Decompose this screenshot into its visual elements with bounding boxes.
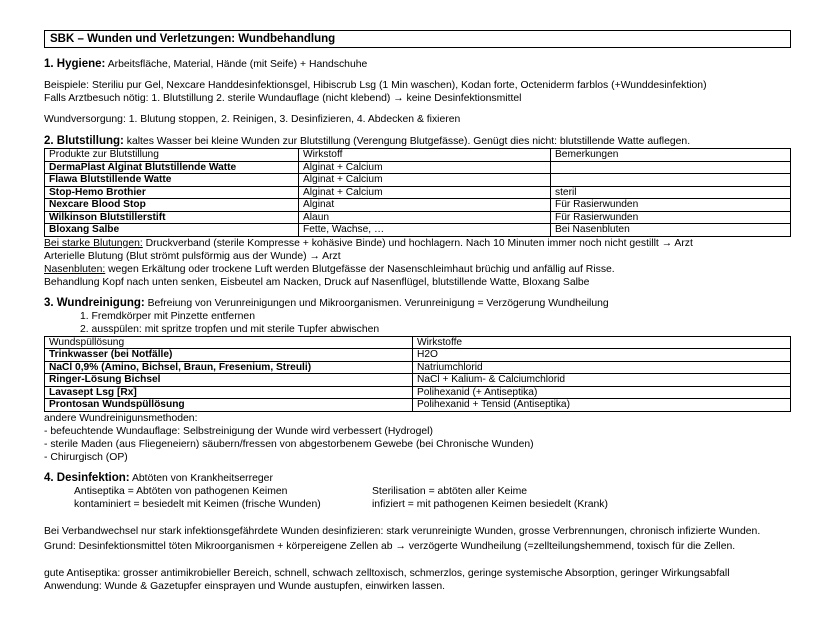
paragraph: Behandlung Kopf nach unten senken, Eisbeutel am Nacken, Druck auf Nasenflügel, blutstillende Watte, Bloxang Salbe [44, 276, 590, 288]
table-cell: steril [551, 186, 791, 199]
paragraph: Bei Verbandwechsel nur stark infektionsgefährdete Wunden desinfizieren: stark verunreinigte Wunden, grosse Verbrennungen, chronisch infizierte Wunden. [44, 525, 761, 537]
table-cell: Flawa Blutstillende Watte [45, 174, 299, 187]
definition: Antiseptika = Abtöten von pathogenen Keimen [74, 485, 288, 497]
list-item: 1. Fremdkörper mit Pinzette entfernen [80, 310, 255, 322]
table-row [45, 224, 791, 237]
table-cell [551, 161, 791, 174]
paragraph [44, 237, 791, 250]
paragraph: gute Antiseptika: grosser antimikrobieller Bereich, schnell, schwach zelltoxisch, schmerzlos, geringe systemische Absorption, geringer Wirkungsabfall [44, 567, 730, 579]
table-header-cell: Produkte zur Blutstillung [45, 149, 299, 162]
table-cell: Alginat + Calcium [299, 161, 551, 174]
heading-rest: Befreiung von Verunreinigungen und Mikroorganismen. Verunreinigung = Verzögerung Wundheilung [147, 297, 609, 309]
paragraph: Beispiele: Steriliu pur Gel, Nexcare Handdesinfektionsgel, Hibiscrub Lsg (1 Min waschen), Kodan forte, Octeniderm farblos (+Wunddesinfektion) [44, 80, 707, 91]
table-cell: NaCl 0,9% (Amino, Bichsel, Braun, Fresenium, Streuli) [45, 361, 413, 374]
heading-rest: Arbeitsfläche, Material, Hände (mit Seife) + Handschuhe [107, 59, 368, 70]
table-cell: Für Rasierwunden [551, 199, 791, 212]
heading-text: 3. Wundreinigung: [44, 296, 145, 309]
definition: Sterilisation = abtöten aller Keime [372, 485, 528, 497]
table-cell: Prontosan Wundspüllösung [45, 399, 413, 412]
table-row [45, 211, 791, 224]
document-page [44, 30, 791, 593]
definition-row [44, 498, 791, 511]
paragraph: andere Wundreinigunsmethoden: [44, 412, 198, 424]
table-cell: DermaPlast Alginat Blutstillende Watte [45, 161, 299, 174]
table-cell: Bei Nasenbluten [551, 224, 791, 237]
table-row [45, 386, 791, 399]
table-header-row [45, 149, 791, 162]
definition-row [44, 485, 791, 498]
table-cell [551, 174, 791, 187]
table-cell: Ringer-Lösung Bichsel [45, 374, 413, 387]
list-item: - Chirurgisch (OP) [44, 451, 128, 463]
blutstillung-table [44, 148, 791, 237]
paragraph: Wundversorgung: 1. Blutung stoppen, 2. Reinigen, 3. Desinfizieren, 4. Abdecken & fixieren [44, 114, 461, 125]
table-cell: Trinkwasser (bei Notfälle) [45, 349, 413, 362]
table-row [45, 374, 791, 387]
table-cell: Stop-Hemo Brothier [45, 186, 299, 199]
table-cell: Polihexanid + Tensid (Antiseptika) [413, 399, 791, 412]
paragraph: Falls Arztbesuch nötig: 1. Blutstillung 2. sterile Wundauflage (nicht klebend) → keine Desinfektionsmittel [44, 93, 522, 104]
table-cell: Polihexanid (+ Antiseptika) [413, 386, 791, 399]
heading-text: 1. Hygiene: [44, 58, 106, 70]
table-header-row [45, 336, 791, 349]
table-cell: Wilkinson Blutstillerstift [45, 211, 299, 224]
table-header-cell: Wirkstoff [299, 149, 551, 162]
underlined-label: Bei starke Blutungen: [44, 237, 143, 249]
table-row [45, 349, 791, 362]
paragraph-text: Druckverband (sterile Kompresse + kohäsive Binde) und hochlagern. Nach 10 Minuten immer noch nicht gestillt → Arzt [145, 237, 693, 249]
heading-rest: kaltes Wasser bei kleine Wunden zur Blutstillung (Verengung Blutgefässe). Genügt dies nicht: blutstillende Watte auflegen. [126, 136, 691, 147]
table-row [45, 361, 791, 374]
table-cell: Alginat + Calcium [299, 186, 551, 199]
table-cell: Alginat [299, 199, 551, 212]
paragraph: Anwendung: Wunde & Gazetupfer einsprayen und Wunde austupfen, einwirken lassen. [44, 580, 446, 592]
list-item: - befeuchtende Wundauflage: Selbstreinigung der Wunde wird verbessert (Hydrogel) [44, 425, 433, 437]
table-cell: Lavasept Lsg [Rx] [45, 386, 413, 399]
table-row [45, 174, 791, 187]
page-title: SBK – Wunden und Verletzungen: Wundbehandlung [44, 30, 791, 48]
section-desinfektion-heading [44, 472, 791, 485]
table-cell: H2O [413, 349, 791, 362]
definition: kontaminiert = besiedelt mit Keimen (frische Wunden) [74, 498, 321, 510]
table-cell: NaCl + Kalium- & Calciumchlorid [413, 374, 791, 387]
table-cell: Bloxang Salbe [45, 224, 299, 237]
table-header-cell: Wirkstoffe [413, 336, 791, 349]
heading-text: 4. Desinfektion: [44, 471, 130, 484]
underlined-label: Nasenbluten: [44, 263, 106, 275]
table-cell: Alginat + Calcium [299, 174, 551, 187]
table-cell: Für Rasierwunden [551, 211, 791, 224]
wundspuel-table [44, 336, 791, 412]
section-wundreinigung-heading [44, 297, 791, 310]
paragraph: Arterielle Blutung (Blut strömt pulsförmig aus der Wunde) → Arzt [44, 250, 341, 262]
section-hygiene-heading [44, 58, 791, 71]
paragraph [44, 263, 791, 276]
table-header-cell: Bemerkungen [551, 149, 791, 162]
table-cell: Natriumchlorid [413, 361, 791, 374]
paragraph-text: wegen Erkältung oder trockene Luft werden Blutgefässe der Nasenschleimhaut brüchig und anfällig auf Risse. [108, 263, 615, 275]
table-header-cell: Wundspüllösung [45, 336, 413, 349]
heading-text: 2. Blutstillung: [44, 135, 124, 147]
table-row [45, 186, 791, 199]
table-cell: Alaun [299, 211, 551, 224]
list-item: 2. ausspülen: mit spritze tropfen und mit sterile Tupfer abwischen [80, 323, 380, 335]
paragraph: Grund: Desinfektionsmittel töten Mikroorganismen + körpereigene Zellen ab → verzögerte Wundheilung (=zellteilungshemmend, toxisch für die Zellen. [44, 540, 736, 552]
section-blutstillung-heading [44, 135, 791, 148]
table-cell: Fette, Wachse, … [299, 224, 551, 237]
list-item: - sterile Maden (aus Fliegeneiern) säubern/fressen von abgestorbenem Gewebe (bei Chronische Wunden) [44, 438, 534, 450]
table-row [45, 399, 791, 412]
heading-rest: Abtöten von Krankheitserreger [131, 472, 273, 484]
table-cell: Nexcare Blood Stop [45, 199, 299, 212]
table-row [45, 161, 791, 174]
definition: infiziert = mit pathogenen Keimen besiedelt (Krank) [372, 498, 608, 510]
table-row [45, 199, 791, 212]
